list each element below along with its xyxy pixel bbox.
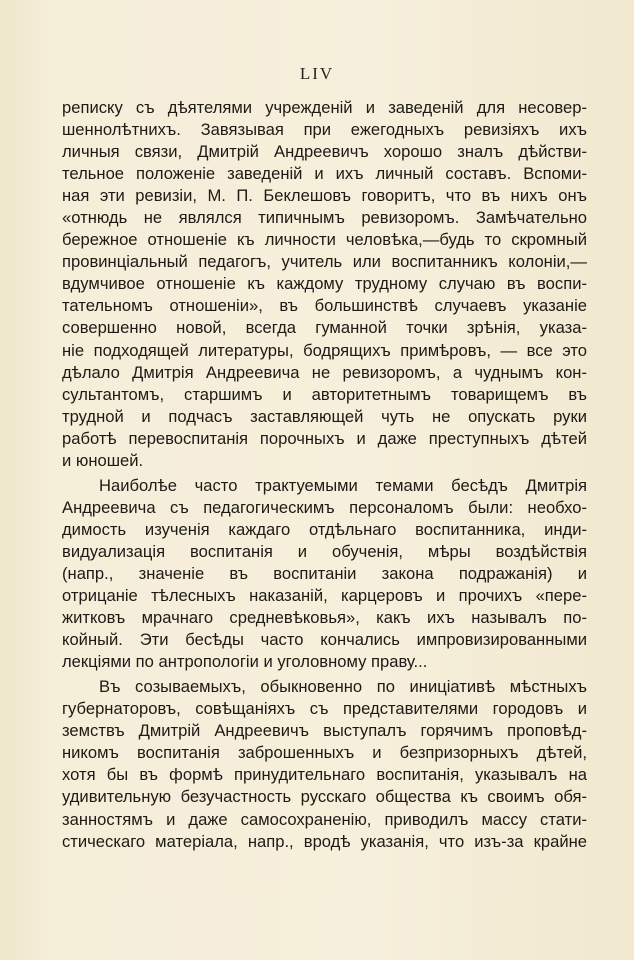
body-text — [62, 97, 587, 853]
text-line: ная эти ревизіи, М. П. Беклешовъ говоритъ, что въ нихъ онъ — [62, 186, 587, 206]
paragraph-2 — [62, 475, 587, 673]
text-line: губернаторовъ, совѣщаніяхъ съ представителями городовъ и — [62, 699, 587, 719]
text-line: личныя связи, Дмитрій Андреевичъ хорошо зналъ дѣйстви- — [62, 142, 587, 162]
text-line: Андреевича съ педагогическимъ персоналомъ были: необхо- — [62, 497, 587, 517]
text-line: хотя бы въ формѣ принудительнаго воспитанія, указывалъ на — [62, 765, 587, 785]
text-line: удивительную безучастность русскаго общества къ своимъ обя- — [62, 787, 587, 807]
text-line: никомъ воспитанія заброшенныхъ и безпризорныхъ дѣтей, — [62, 743, 587, 763]
text-line: трудной и подчасъ заставляющей чуть не опускать руки — [62, 406, 587, 426]
text-line: житковъ мрачнаго средневѣковья», какъ ихъ называлъ по- — [62, 608, 587, 628]
text-line: реписку съ дѣятелями учрежденій и заведеній для несовер- — [62, 98, 587, 117]
text-line: видуализація воспитанія и обученія, мѣры воздѣйствія — [62, 541, 587, 561]
text-line: занностямъ и даже самосохраненію, приводилъ массу стати- — [62, 809, 587, 829]
text-line: стическаго матеріала, напр., вродѣ указанія, что изъ-за крайне — [62, 831, 587, 851]
text-line: лекціями по антропологіи и уголовному праву... — [62, 652, 428, 672]
text-line: димость изученія каждаго отдѣльнаго воспитанника, инди- — [62, 519, 587, 539]
text-line: земствъ Дмитрій Андреевичъ выступалъ горячимъ проповѣд- — [62, 721, 587, 741]
text-line: «отнюдь не являлся типичнымъ ревизоромъ. Замѣчательно — [62, 208, 587, 228]
text-line: Въ созываемыхъ, обыкновенно по иниціативѣ мѣстныхъ — [99, 677, 587, 697]
text-line: шеннолѣтнихъ. Завязывая при ежегодныхъ ревизіяхъ ихъ — [62, 120, 587, 140]
text-line: ніе подходящей литературы, бодрящихъ примѣровъ, — все это — [62, 340, 587, 360]
text-line: и юношей. — [62, 450, 144, 470]
text-line: тельное положеніе заведеній и ихъ личный составъ. Вспоми- — [62, 164, 587, 184]
text-line: (напр., значеніе въ воспитаніи закона подражанія) и — [62, 563, 587, 583]
text-line: отрицаніе тѣлесныхъ наказаній, карцеровъ и прочихъ «пере- — [62, 586, 587, 606]
page-number: LIV — [299, 64, 335, 83]
text-line: дѣлало Дмитрія Андреевича не ревизоромъ, а чуднымъ кон- — [62, 362, 587, 382]
text-line: сультантомъ, старшимъ и авторитетнымъ товарищемъ въ — [62, 384, 587, 404]
text-line: бережное отношеніе къ личности человѣка,—будь то скромный — [62, 230, 587, 250]
paragraph-1 — [62, 97, 587, 472]
text-line: тательномъ отношеніи», въ большинствѣ случаевъ указаніе — [62, 296, 587, 316]
text-line: совершенно новой, всегда гуманной точки зрѣнія, указа- — [62, 318, 587, 338]
text-line: провинціальный педагогъ, учитель или воспитанникъ колоніи,— — [62, 252, 587, 272]
paragraph-3 — [62, 676, 587, 852]
text-line: Наиболѣе часто трактуемыми темами бесѣдъ Дмитрія — [99, 475, 587, 495]
text-line: вдумчивое отношеніе къ каждому трудному случаю въ воспи- — [62, 274, 587, 294]
text-line: работѣ перевоспитанія порочныхъ и даже преступныхъ дѣтей — [62, 428, 587, 448]
text-line: койный. Эти бесѣды часто кончались импровизированными — [62, 630, 587, 650]
